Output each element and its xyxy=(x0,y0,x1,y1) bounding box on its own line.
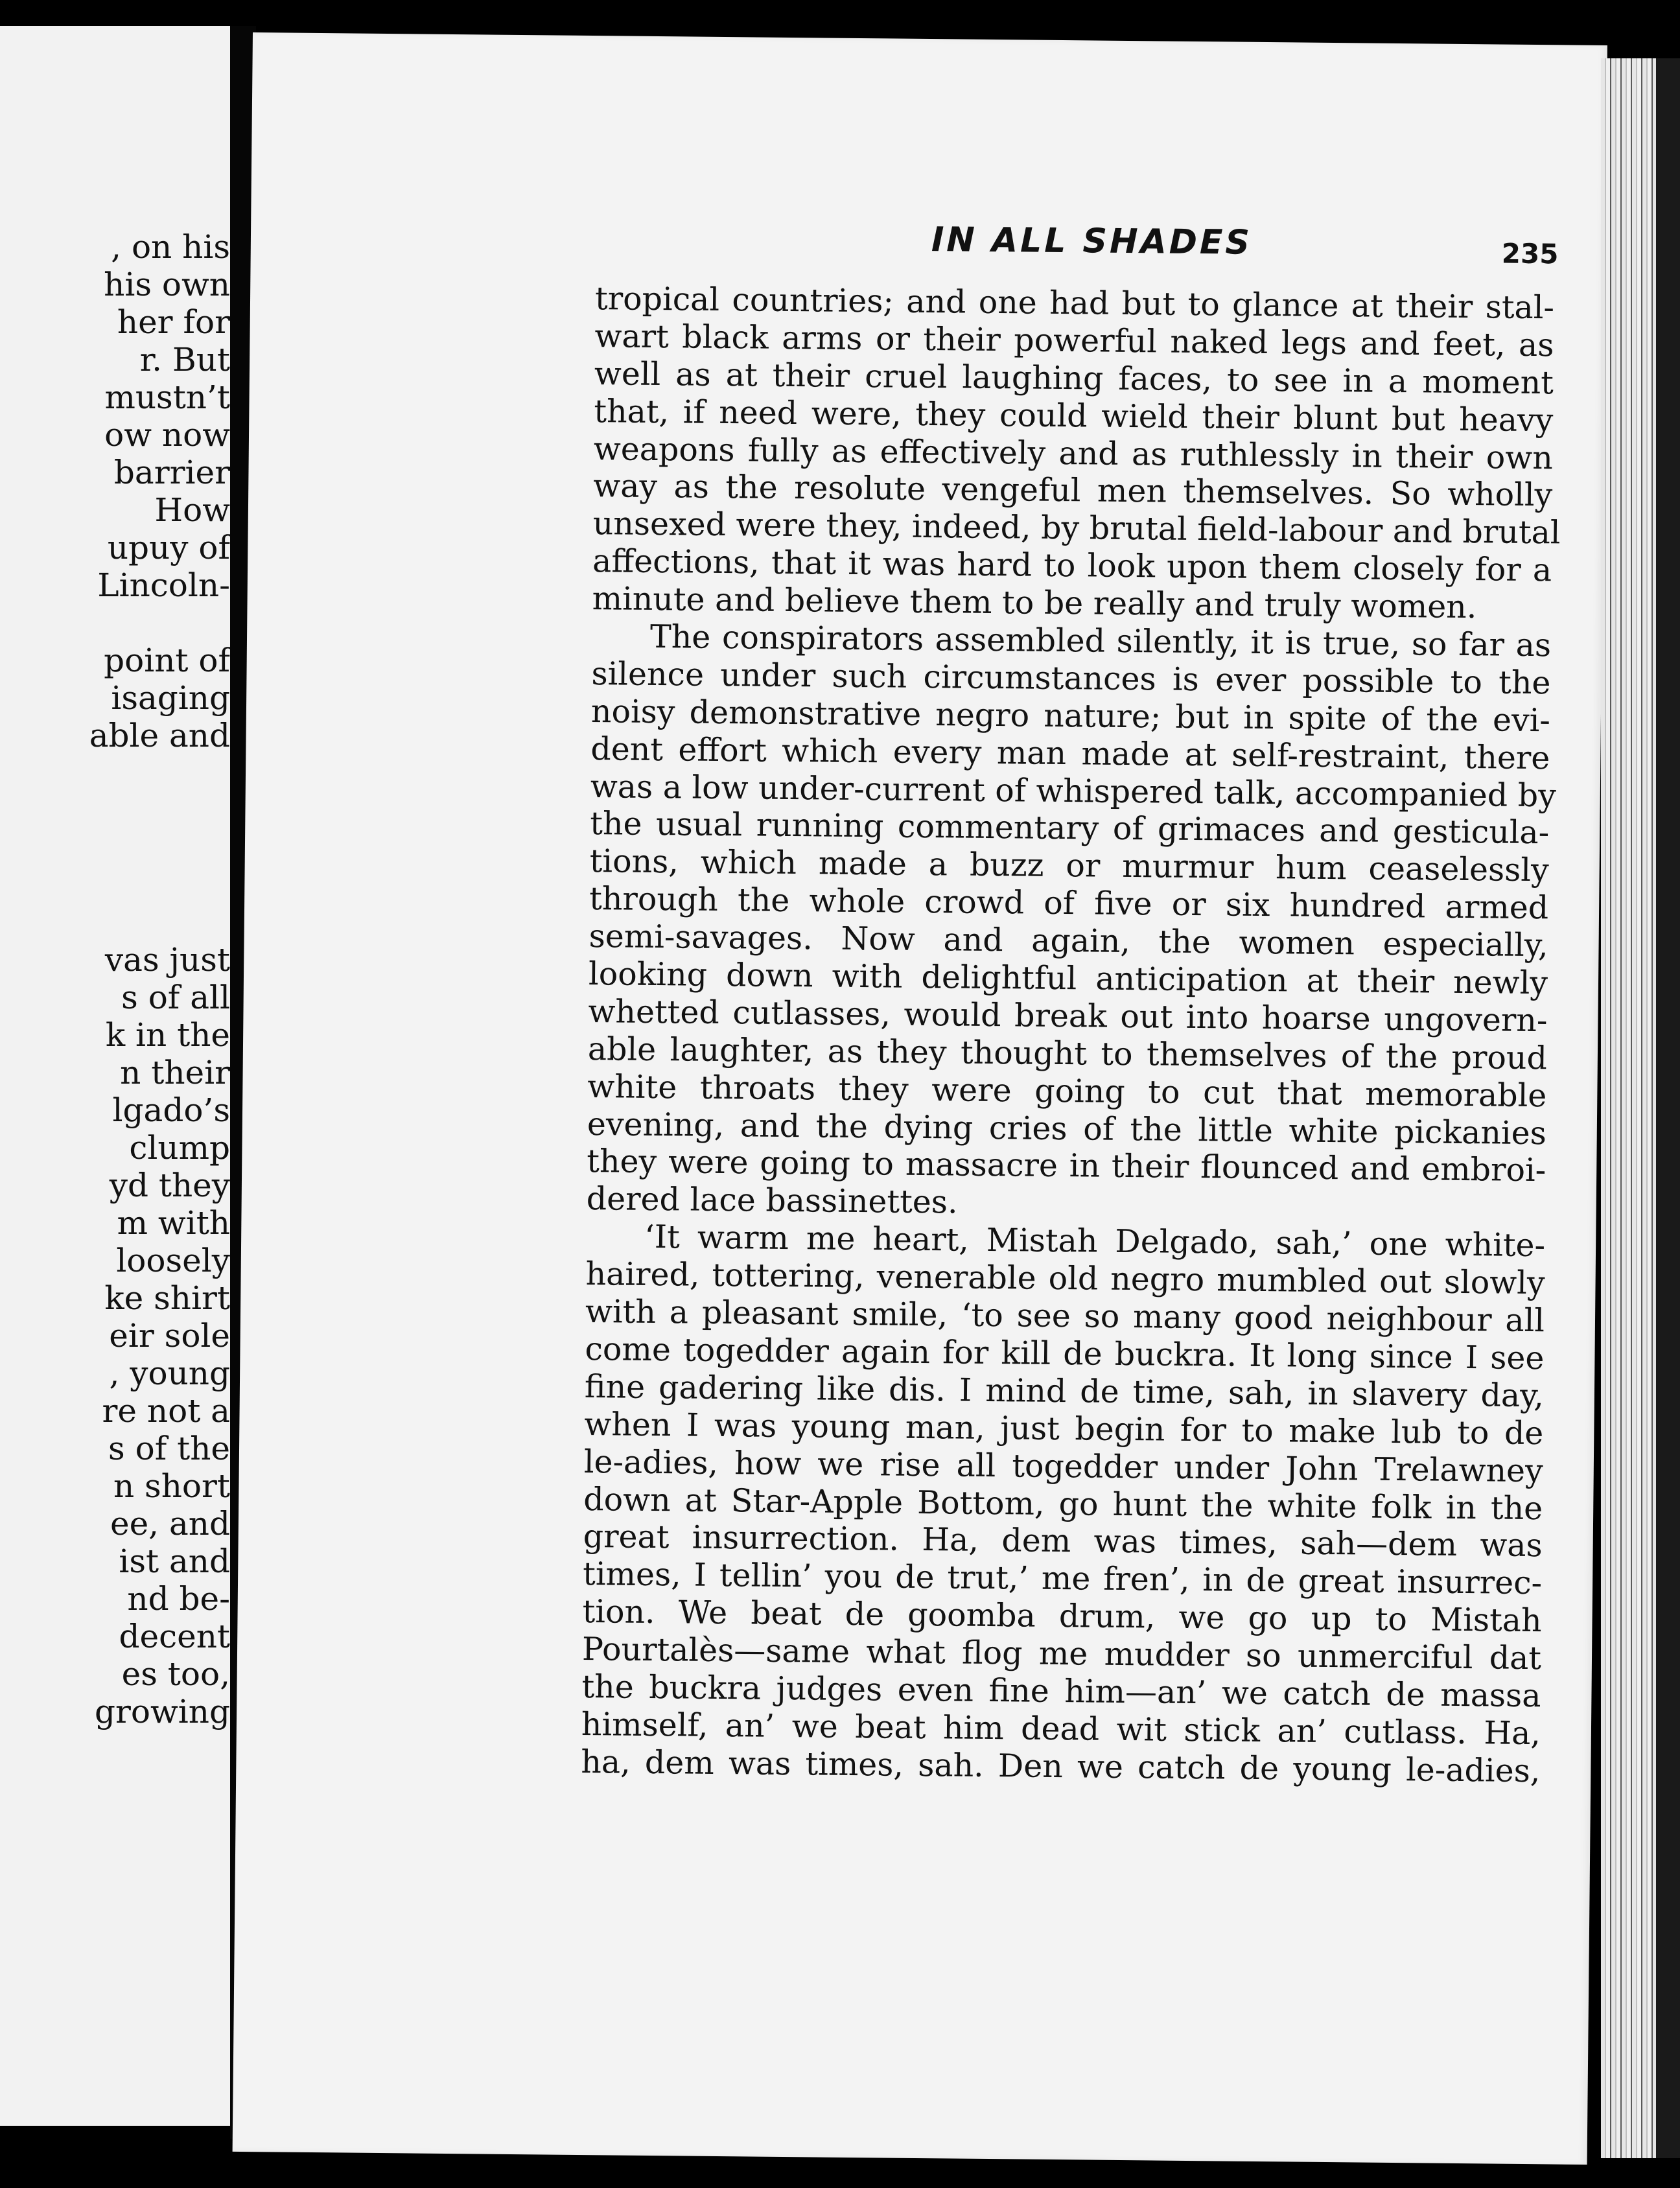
text-line: wart black arms or their powerful naked legs and feet, as xyxy=(594,317,1554,364)
left-page-fragment: , young xyxy=(109,1355,230,1392)
text-line: well as at their cruel laughing faces, to see in a moment xyxy=(594,355,1554,402)
text-line: whetted cutlasses, would break out into hoarse ungovern- xyxy=(588,992,1548,1040)
text-line: haired, tottering, venerable old negro mumbled out slowly xyxy=(585,1255,1545,1302)
left-page-fragment: r. But xyxy=(139,341,230,378)
left-page-fragment: m with xyxy=(117,1204,230,1242)
left-page-fragment: upuy of xyxy=(107,529,230,566)
text-line: himself, an’ we beat him dead wit stick an’ cutlass. Ha, xyxy=(581,1705,1541,1752)
left-page-fragment: his own xyxy=(104,266,230,303)
text-line: ‘It warm me heart, Mistah Delgado, sah,’ one white- xyxy=(644,1218,1546,1264)
left-page-fragment: s of the xyxy=(108,1430,230,1467)
text-line: The conspirators assembled silently, it is true, so far as xyxy=(649,618,1552,664)
text-line: when I was young man, just begin for to make lub to de xyxy=(584,1405,1544,1452)
text-line: tions, which made a buzz or murmur hum ceaselessly xyxy=(589,843,1549,889)
left-page-fragment: n short xyxy=(113,1467,230,1505)
left-page-fragment: isaging xyxy=(111,679,230,717)
text-line: with a pleasant smile, ‘to see so many good neighbour all xyxy=(585,1293,1545,1340)
text-line: ha, dem was times, sah. Den we catch de young le-adies, xyxy=(581,1743,1541,1789)
left-page-fragment: ke shirt xyxy=(104,1279,230,1317)
right-page xyxy=(233,32,1607,2165)
left-page-fragment: loosely xyxy=(116,1242,230,1279)
left-page-fragment: mustn’t xyxy=(104,378,230,416)
text-line: times, I tellin’ you de trut,’ me fren’, in de great insurrec- xyxy=(582,1555,1543,1602)
left-page-fragment: yd they xyxy=(109,1167,230,1204)
left-page-fragment: eir sole xyxy=(109,1317,230,1355)
body-text xyxy=(581,280,1561,1790)
left-page-fragment: barrier xyxy=(113,454,230,491)
left-page-fragment: growing xyxy=(94,1693,230,1730)
text-line: dered lace bassinettes. xyxy=(586,1180,958,1221)
left-page-fragment: able and xyxy=(89,717,230,754)
left-page-fragment: re not a xyxy=(102,1392,230,1430)
text-line: was a low under-current of whispered talk, accompanied by xyxy=(590,767,1557,814)
left-page-fragment: , on his xyxy=(111,228,230,266)
left-page-fragment: How xyxy=(154,491,230,529)
left-page-fragment: clump xyxy=(129,1129,230,1167)
text-line: the buckra judges even fine him—an’ we catch de massa xyxy=(581,1668,1541,1715)
left-page-fragment: her for xyxy=(117,303,230,341)
text-line: noisy demonstrative negro nature; but in spite of the evi- xyxy=(590,692,1551,739)
text-line: dent effort which every man made at self-restraint, there xyxy=(590,730,1550,776)
left-page-fragment: k in the xyxy=(105,1016,230,1054)
text-line: semi-savages. Now and again, the women especially, xyxy=(589,918,1548,964)
left-page-fragment: point of xyxy=(104,642,230,679)
text-line: able laughter, as they thought to themselves of the proud xyxy=(587,1030,1548,1077)
left-page-fragment: decent xyxy=(119,1618,230,1655)
left-page-fragment: ee, and xyxy=(110,1505,230,1542)
text-line: come togedder again for kill de buckra. It long since I see xyxy=(585,1330,1545,1377)
text-line: through the whole crowd of five or six hundred armed xyxy=(589,880,1549,927)
text-line: evening, and the dying cries of the little white pickanies xyxy=(587,1105,1547,1152)
text-line: the usual running commentary of grimaces and gesticula- xyxy=(590,805,1550,852)
text-line: Pourtalès—same what flog me mudder so unmerciful dat xyxy=(581,1631,1542,1677)
left-page-fragment: s of all xyxy=(121,979,230,1016)
text-line: that, if need were, they could wield their blunt but heavy xyxy=(594,392,1554,439)
text-line: minute and believe them to be really and truly women. xyxy=(592,580,1477,626)
text-line: weapons fully as effectively and as ruthlessly in their own xyxy=(593,430,1554,476)
left-page-fragment: es too, xyxy=(121,1655,230,1693)
text-line: affections, that it was hard to look upon them closely for a xyxy=(592,542,1552,589)
text-line: down at Star-Apple Bottom, go hunt the white folk in the xyxy=(583,1480,1543,1527)
text-line: silence under such circumstances is ever possible to the xyxy=(591,655,1551,702)
text-line: le-adies, how we rise all togedder under John Trelawney xyxy=(583,1443,1544,1489)
text-line: they were going to massacre in their flounced and embroi- xyxy=(587,1143,1546,1189)
text-line: great insurrection. Ha, dem was times, sah—dem was xyxy=(583,1518,1543,1565)
text-line: tion. We beat de goomba drum, we go up to Mistah xyxy=(582,1593,1542,1640)
left-page-fragment: ist and xyxy=(119,1542,230,1580)
running-head: IN ALL SHADES xyxy=(931,220,1253,262)
text-line: white throats they were going to cut that memorable xyxy=(587,1067,1547,1114)
text-line: looking down with delightful anticipation at their newly xyxy=(588,955,1548,1002)
left-page-fragment: ow now xyxy=(104,416,230,454)
left-page-fragment: vas just xyxy=(104,941,230,979)
text-line: unsexed were they, indeed, by brutal field-labour and brutal xyxy=(592,505,1561,552)
text-line: fine gadering like dis. I mind de time, sah, in slavery day, xyxy=(584,1368,1545,1415)
text-line: tropical countries; and one had but to glance at their stal- xyxy=(594,280,1555,327)
cover-edge xyxy=(1656,58,1680,2158)
left-page-fragment: lgado’s xyxy=(112,1091,230,1129)
text-line: way as the resolute vengeful men themselves. So wholly xyxy=(593,467,1553,514)
left-page-fragment: n their xyxy=(120,1054,230,1091)
left-page-fragment: Lincoln- xyxy=(97,566,230,604)
page-number: 235 xyxy=(1501,237,1559,270)
left-page-fragment: nd be- xyxy=(127,1580,230,1618)
left-facing-page xyxy=(0,26,230,2126)
